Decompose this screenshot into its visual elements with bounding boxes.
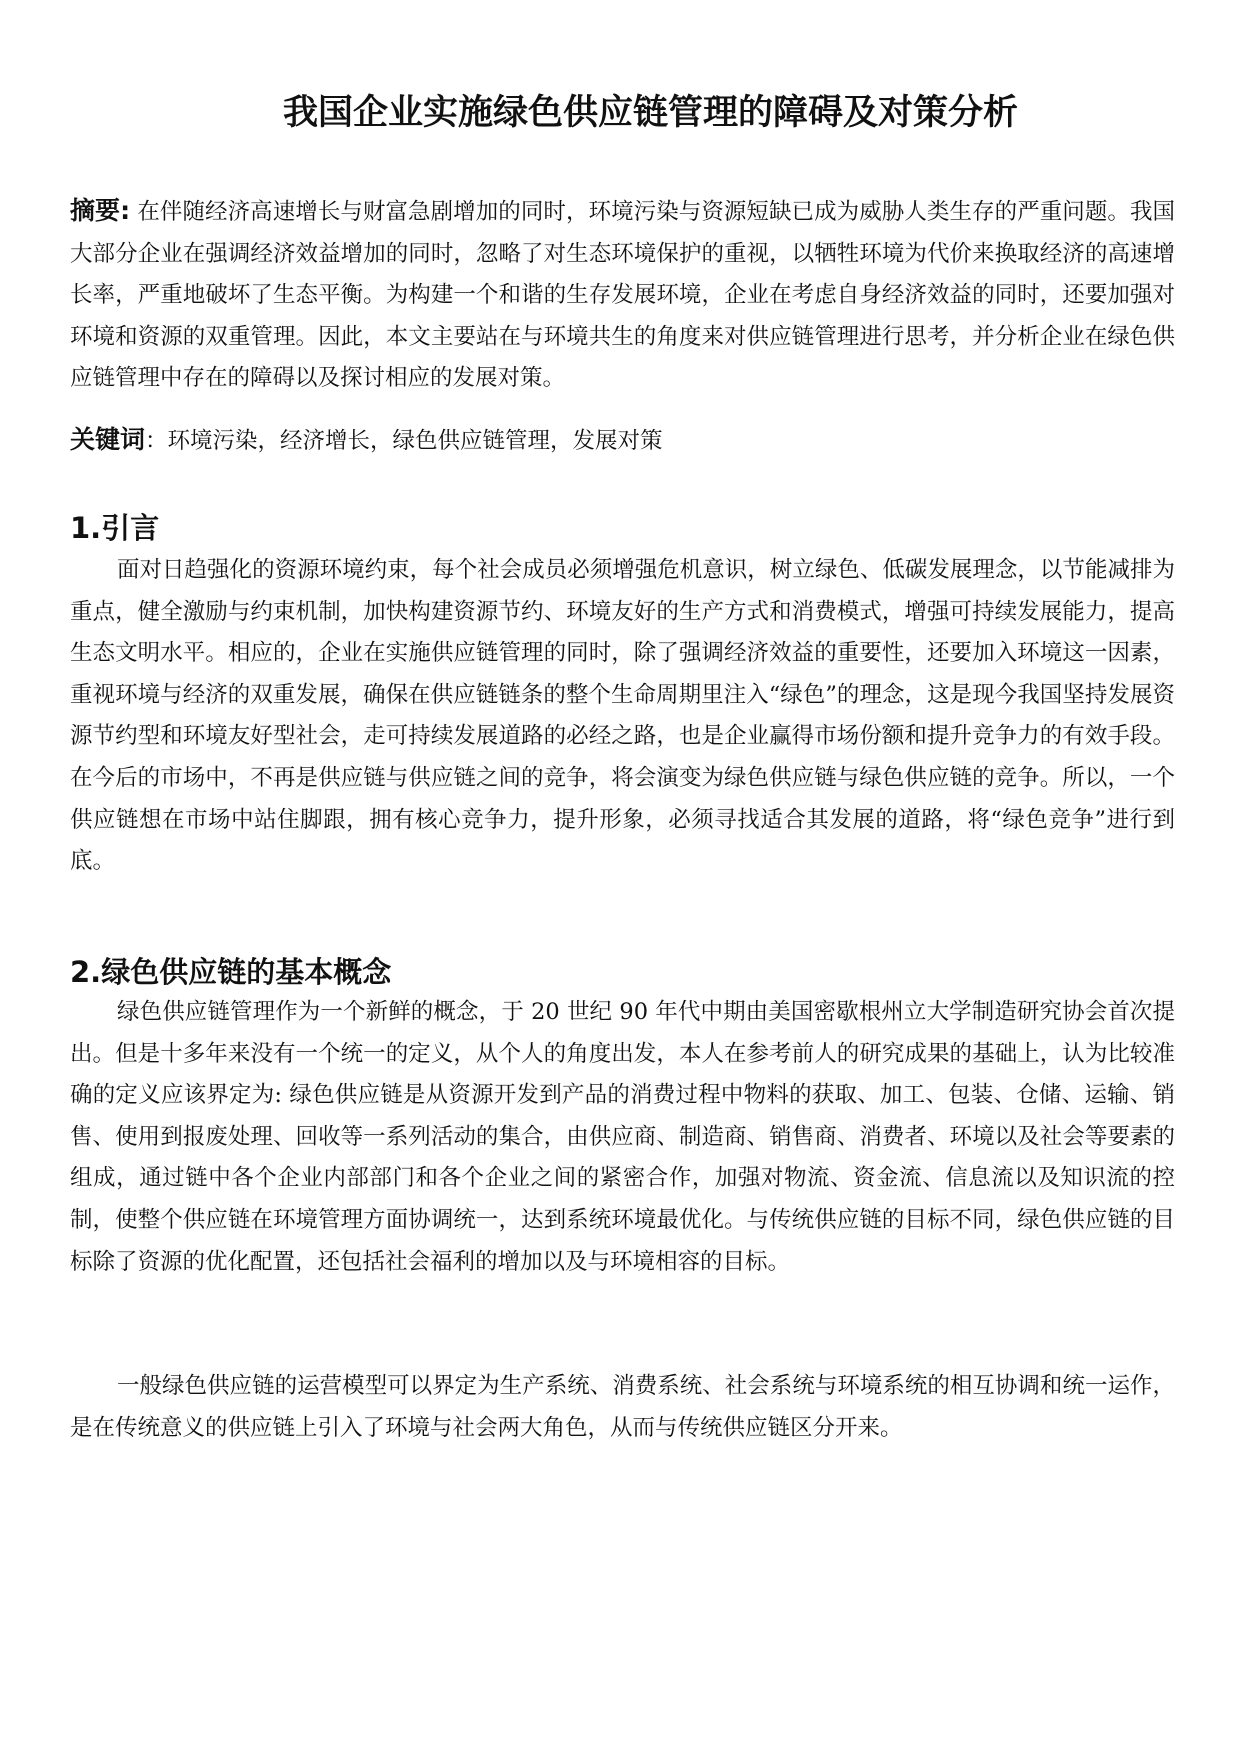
section-heading-introduction: 1.引言: [70, 511, 160, 545]
abstract-label: 摘要:: [70, 196, 131, 225]
keywords-label: 关键词: [70, 425, 146, 454]
section-heading-concept: 2.绿色供应链的基本概念: [70, 955, 392, 989]
concept-paragraph-1: 绿色供应链管理作为一个新鲜的概念，于 20 世纪 90 年代中期由美国密歇根州立大学制造研究协会首次提出。但是十多年来没有一个统一的定义，从个人的角度出发，本人在参考前人的研究成果的基础上，认为比较准确的定义应该界定为: 绿色供应链是从资源开发到产品的消费过程中物料的获取、加工、包装、仓储、运输、销售、使用到报废处理、回收等一系列活动的集合，由供应商、制造商、销售商、消费者、环境以及社会等要素的组成，通过链中各个企业内部部门和各个企业之间的紧密合作，加强对物流、资金流、信息流以及知识流的控制，使整个供应链在环境管理方面协调统一，达到系统环境最优化。与传统供应链的目标不同，绿色供应链的目标除了资源的优化配置，还包括社会福利的增加以及与环境相容的目标。: [70, 999, 1175, 1275]
keywords-line: [70, 419, 1175, 463]
introduction-paragraph: 面对日趋强化的资源环境约束，每个社会成员必须增强危机意识，树立绿色、低碳发展理念，以节能减排为重点，健全激励与约束机制，加快构建资源节约、环境友好的生产方式和消费模式，增强可持续发展能力，提高生态文明水平。相应的，企业在实施供应链管理的同时，除了强调经济效益的重要性，还要加入环境这一因素，重视环境与经济的双重发展，确保在供应链链条的整个生命周期里注入“绿色”的理念，这是现今我国坚持发展资源节约型和环境友好型社会，走可持续发展道路的必经之路，也是企业赢得市场份额和提升竞争力的有效手段。在今后的市场中，不再是供应链与供应链之间的竞争，将会演变为绿色供应链与绿色供应链的竞争。所以，一个供应链想在市场中站住脚跟，拥有核心竞争力，提升形象，必须寻找适合其发展的道路，将“绿色竞争”进行到底。: [70, 557, 1175, 875]
abstract-text: 在伴随经济高速增长与财富急剧增加的同时，环境污染与资源短缺已成为威胁人类生存的严重问题。我国大部分企业在强调经济效益增加的同时，忽略了对生态环境保护的重视，以牺牲环境为代价来换取经济的高速增长率，严重地破坏了生态平衡。为构建一个和谐的生存发展环境，企业在考虑自身经济效益的同时，还要加强对环境和资源的双重管理。因此，本文主要站在与环境共生的角度来对供应链管理进行思考，并分析企业在绿色供应链管理中存在的障碍以及探讨相应的发展对策。: [70, 199, 1175, 392]
keywords-text: ：环境污染，经济增长，绿色供应链管理，发展对策: [145, 428, 663, 454]
document-title: 我国企业实施绿色供应链管理的障碍及对策分析: [282, 93, 1018, 133]
concept-paragraph-2: 一般绿色供应链的运营模型可以界定为生产系统、消费系统、社会系统与环境系统的相互协调和统一运作，是在传统意义的供应链上引入了环境与社会两大角色，从而与传统供应链区分开来。: [70, 1373, 1175, 1441]
abstract-paragraph: [70, 190, 1175, 400]
